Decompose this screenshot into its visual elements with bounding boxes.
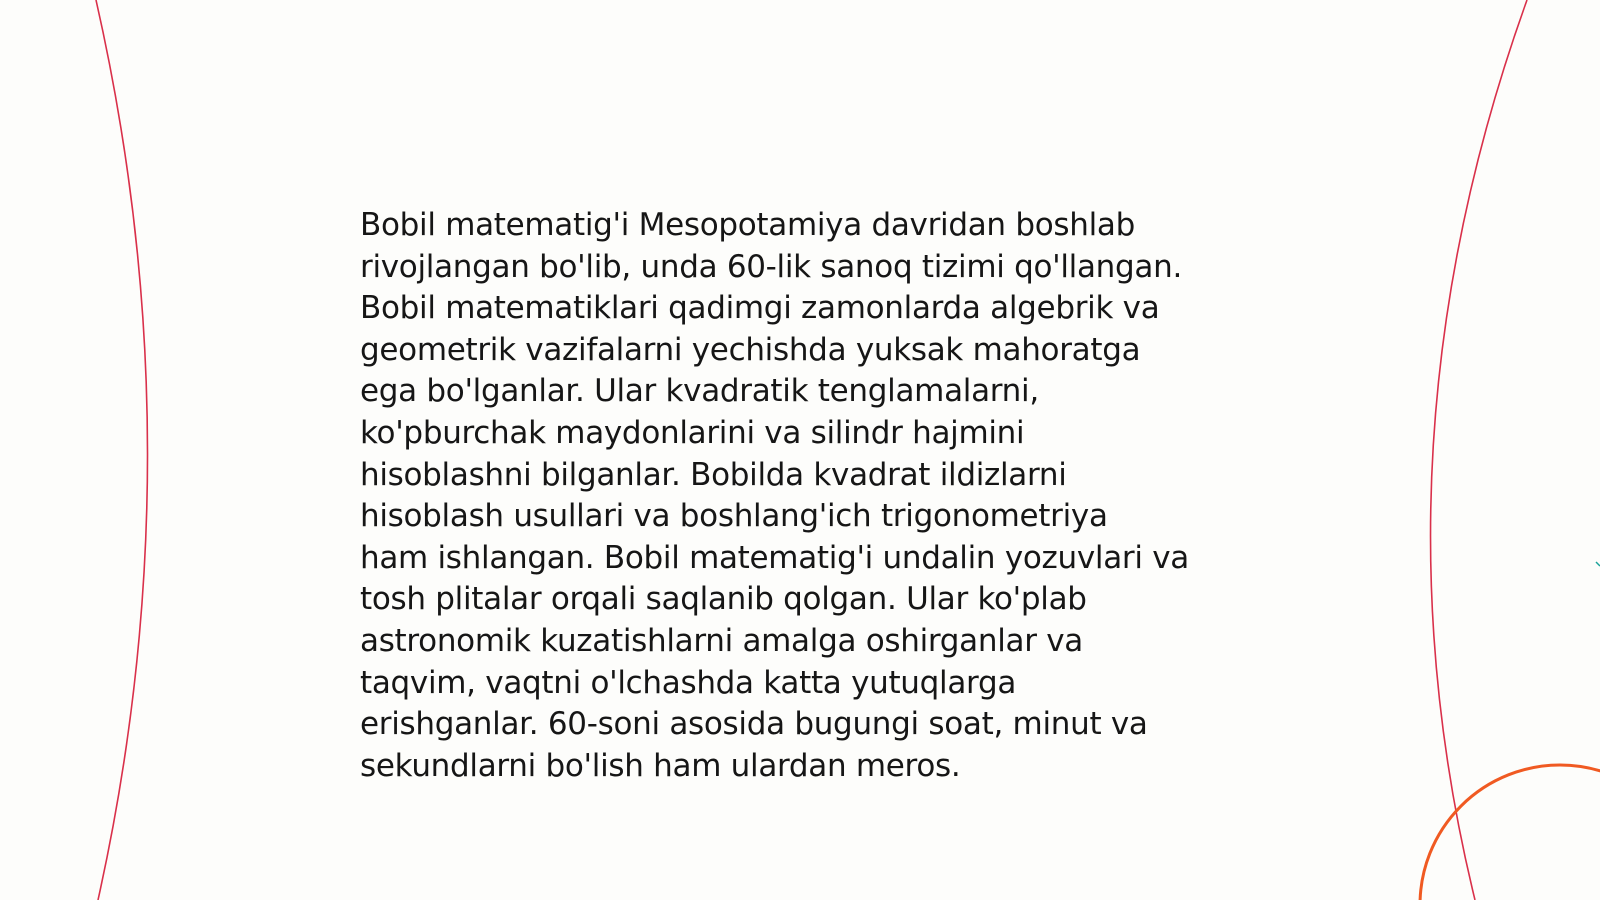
corner-circle-icon bbox=[1420, 765, 1600, 900]
edge-tick-icon bbox=[1596, 562, 1600, 566]
slide-body-text: Bobil matematig'i Mesopotamiya davridan boshlab rivojlangan bo'lib, unda 60-lik sanoq tizimi qo'llangan. Bobil matematiklari qadimgi zamonlarda algebrik va geometrik vazifalarni yechishda yuksak mahoratga ega bo'lganlar. Ular kvadratik tenglamalarni, ko'pburchak maydonlarini va silindr hajmini hisoblashni bilganlar. Bobilda kvadrat ildizlarni hisoblash usullari va boshlang'ich trigonometriya ham ishlangan. Bobil matematig'i undalin yozuvlari va tosh plitalar orqali saqlanib qolgan. Ular ko'plab astronomik kuzatishlarni amalga oshirganlar va taqvim, vaqtni o'lchashda katta yutuqlarga erishganlar. 60-soni asosida bugungi soat, minut va sekundlarni bo'lish ham ulardan meros. bbox=[360, 207, 1189, 784]
left-arc-icon bbox=[96, 0, 148, 900]
right-arc-icon bbox=[1431, 0, 1527, 900]
